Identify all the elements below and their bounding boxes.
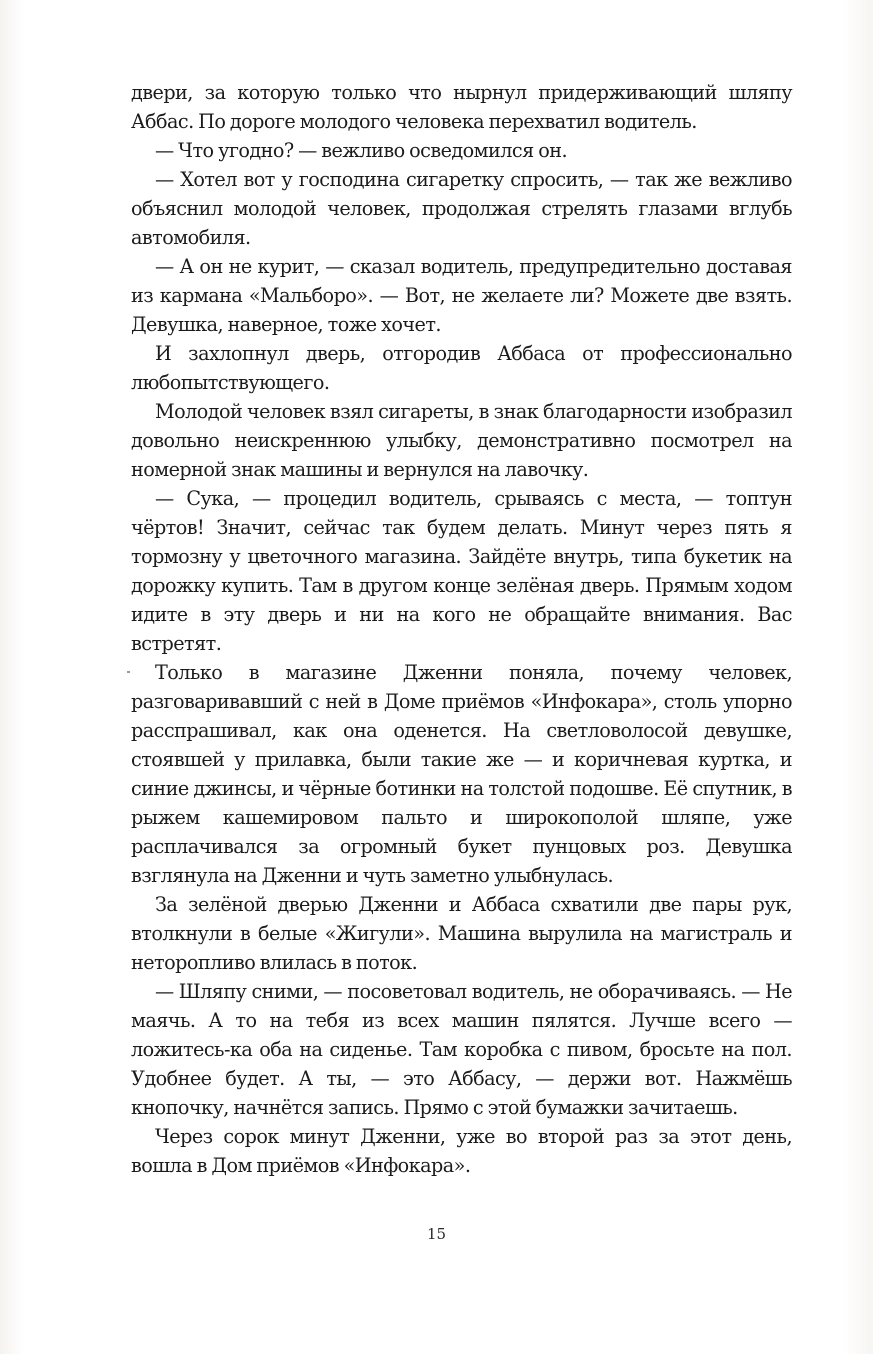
page-number: 15 bbox=[426, 1225, 447, 1243]
paragraph-dialogue: — А он не курит, — сказал водитель, предупредительно доставая из кармана «Мальборо». — Вот, не желаете ли? Можете две взять. Девушка, наверное, тоже хочет. bbox=[131, 255, 792, 336]
paragraph: Через сорок минут Дженни, уже во второй раз за этот день, вошла в Дом приёмов «Инфокара». bbox=[131, 1125, 792, 1177]
body-text bbox=[131, 78, 792, 1180]
page-edge-shadow-right bbox=[843, 0, 873, 1354]
scan-artifact bbox=[127, 671, 130, 673]
paragraph-continuation: двери, за которую только что нырнул придерживающий шляпу Аббас. По дороге молодого человека перехватил водитель. bbox=[131, 81, 792, 133]
paragraph-dialogue: — Хотел вот у господина сигаретку спросить, — так же вежливо объяснил молодой человек, продолжая стрелять глазами вглубь автомобиля. bbox=[131, 168, 792, 249]
paragraph: За зелёной дверью Дженни и Аббаса схватили две пары рук, втолкнули в белые «Жигули». Машина вырулила на магистраль и неторопливо влилась в поток. bbox=[131, 893, 792, 974]
page-edge-shadow-left bbox=[0, 0, 24, 1354]
paragraph: Молодой человек взял сигареты, в знак благодарности изобразил довольно неискреннюю улыбку, демонстративно посмотрел на номерной знак машины и вернулся на лавочку. bbox=[131, 400, 792, 481]
paragraph: И захлопнул дверь, отгородив Аббаса от профессионально любопытствующего. bbox=[131, 342, 792, 394]
paragraph-dialogue: — Сука, — процедил водитель, срываясь с места, — топтун чёртов! Значит, сейчас так будем делать. Минут через пять я тормозну у цветочного магазина. Зайдёте внутрь, типа букетик на дорожку купить. Там в другом конце зелёная дверь. Прямым ходом идите в эту дверь и ни на кого не обращайте внимания. Вас встретят. bbox=[131, 487, 792, 655]
paragraph-dialogue: — Шляпу сними, — посоветовал водитель, не оборачиваясь. — Не маячь. А то на тебя из всех машин пялятся. Лучше всего — ложитесь-ка оба на сиденье. Там коробка с пивом, бросьте на пол. Удобнее будет. А ты, — это Аббасу, — держи вот. Нажмёшь кнопочку, начнётся запись. Прямо с этой бумажки зачитаешь. bbox=[131, 980, 792, 1119]
paragraph-dialogue: — Что угодно? — вежливо осведомился он. bbox=[155, 139, 568, 162]
paragraph: Только в магазине Дженни поняла, почему человек, разговаривавший с ней в Доме приёмов «Инфокара», столь упорно расспрашивал, как она оденется. На светловолосой девушке, стоявшей у прилавка, были такие же — и коричневая куртка, и синие джинсы, и чёрные ботинки на толстой подошве. Её спутник, в рыжем кашемировом пальто и широкополой шляпе, уже расплачивался за огромный букет пунцовых роз. Девушка взглянула на Дженни и чуть заметно улыбнулась. bbox=[131, 661, 792, 887]
